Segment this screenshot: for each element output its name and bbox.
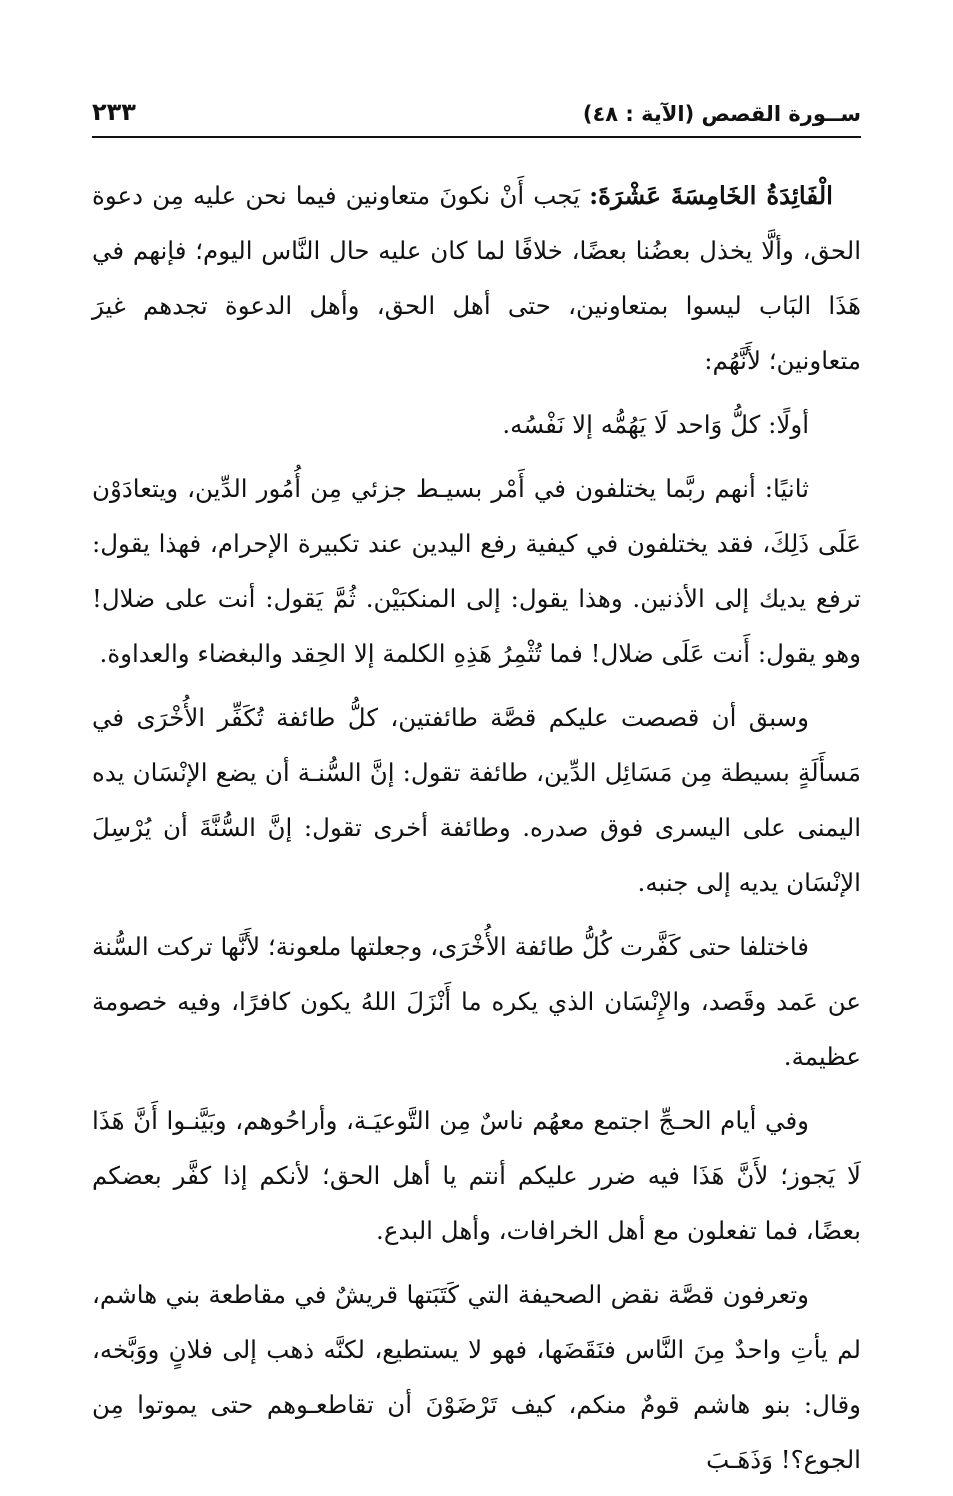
paragraph-4 [92, 690, 861, 910]
running-title: ســورة القصص (الآية : ٤٨) [582, 102, 861, 126]
paragraph-6 [92, 1093, 861, 1258]
page-body [92, 168, 861, 1496]
paragraph-text: وتعرفون قصَّة نقض الصحيفة التي كَتَبَتها قريشٌ في مقاطعة بني هاشم، لم يأتِ واحدٌ مِنَ النَّاس فنَقَضَها، فهو لا يستطيع، لكنَّه ذهب إلى فلانٍ ووَبَّخه، وقال: بنو هاشم قومٌ منكم، كيف تَرْضَوْنَ أن تقاطعـوهم حتى يموتوا مِن الجوع؟! وَذَهَـبَ [92, 1280, 861, 1474]
page-header [92, 86, 861, 138]
paragraph-text: فاختلفا حتى كَفَّرت كُلُّ طائفة الأُخْرَى، وجعلتها ملعونة؛ لأَنَّها تركت السُّنة عن عَمد وقَصد، والإِنْسَان الذي يكره ما أَنْزَلَ اللهُ يكون كافرًا، وفيه خصومة عظيمة. [92, 932, 861, 1071]
paragraph-1 [92, 168, 861, 388]
paragraph-text: وسبق أن قصصت عليكم قصَّة طائفتين، كلُّ طائفة تُكَفِّر الأُخْرَى في مَسأَلَةٍ بسيطة مِن مَسَائِل الدِّين، طائفة تقول: إنَّ السُّنـة أن يضع الإنْسَان يده اليمنى على اليسرى فوق صدره. وطائفة أخرى تقول: إنَّ السُّنَّةَ أن يُرْسِلَ الإنْسَان يديه إلى جنبه. [92, 703, 861, 897]
paragraph-text: وفي أيام الحـجِّ اجتمع معهُم ناسٌ مِن التَّوعيَـة، وأراحُوهم، وبَيَّنـوا أَنَّ هَذَا لَا يَجوز؛ لأَنَّ هَذَا فيه ضرر عليكم أنتم يا أهل الحق؛ لأنكم إذا كفَّر بعضكم بعضًا، فما تفعلون مع أهل الخرافات، وأهل البدع. [92, 1106, 861, 1245]
paragraph-3 [92, 461, 861, 681]
paragraph-2 [92, 397, 861, 452]
benefit-heading: الْفَائِدَةُ الخَامِسَةَ عَشْرَةَ: [589, 181, 833, 210]
paragraph-5 [92, 919, 861, 1084]
paragraph-text: ثانيًا: أنهم ربَّما يختلفون في أَمْر بسيـط جزئي مِن أُمُور الدِّين، ويتعادَوْن عَلَى ذَلِكَ، فقد يختلفون في كيفية رفع اليدين عند تكبيرة الإحرام، فهذا يقول: ترفع يديك إلى الأذنين. وهذا يقول: إلى المنكبَيْن. ثُمَّ يَقول: أنت على ضلال! وهو يقول: أَنت عَلَى ضلال! فما تُثْمِرُ هَذِهِ الكلمة إلا الحِقد والبغضاء والعداوة. [92, 474, 861, 668]
paragraph-7 [92, 1267, 861, 1487]
page-number: ٢٣٣ [92, 98, 136, 126]
paragraph-text: يَجب أَنْ نكونَ متعاونين فيما نحن عليه مِن دعوة الحق، وألَّا يخذل بعضُنا بعضًا، خلافًا لما كان عليه حال النَّاس اليوم؛ فإنهم في هَذَا البَاب ليسوا بمتعاونين، حتى أهل الحق، وأهل الدعوة تجدهم غيرَ متعاونين؛ لأَنَّهُم: [92, 181, 861, 375]
paragraph-text: أولًا: كلُّ وَاحد لَا يَهُمُّه إلا نَفْسُه. [502, 410, 809, 439]
